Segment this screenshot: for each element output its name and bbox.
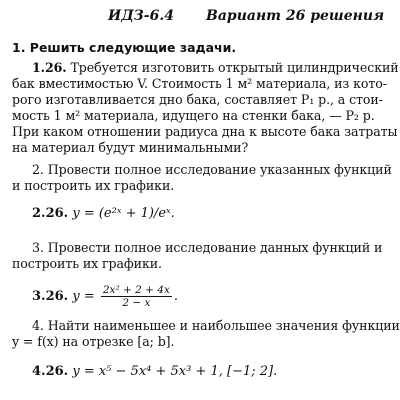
formula-tail: .: [173, 289, 179, 304]
formula: y = (e²ˣ + 1)/eˣ.: [72, 206, 175, 221]
section-3-line-1: 3. Провести полное исследование данных функций и: [32, 240, 383, 255]
section-3-line-2: построить их графики.: [12, 256, 162, 271]
task-1-26-line-1: [12, 60, 399, 76]
task-text: Требуется изготовить открытый цилиндрический: [70, 60, 399, 75]
task-3-26: [32, 284, 178, 309]
task-number: 3.26.: [32, 289, 69, 304]
formula: y = x⁵ − 5x⁴ + 5x³ + 1, [−1; 2].: [72, 364, 278, 379]
task-1-26: [12, 60, 399, 156]
task-number: 1.26.: [32, 60, 67, 75]
task-1-26-line-4: мость 1 м² материала, идущего на стенки бака, — P₂ р.: [12, 108, 375, 123]
task-1-26-line-2: бак вместимостью V. Стоимость 1 м² материала, из кото-: [12, 76, 387, 91]
formula-lhs: y =: [72, 289, 95, 304]
task-number: 2.26.: [32, 206, 69, 221]
section-3: [12, 240, 382, 272]
task-number: 4.26.: [32, 364, 69, 379]
section-4: [12, 318, 400, 350]
section-2: [12, 162, 392, 194]
fraction-numerator: 2x² + 2 + 4x: [102, 284, 170, 296]
task-4-26: [32, 364, 277, 379]
fraction-denominator: 2 − x: [122, 297, 151, 309]
section-2-line-1: 2. Провести полное исследование указанных функций: [32, 162, 392, 177]
section-1-heading: 1. Решить следующие задачи.: [12, 40, 237, 55]
section-2-line-2: и построить их графики.: [12, 178, 175, 193]
fraction: [101, 284, 172, 309]
section-4-line-1: 4. Найти наименьшее и наибольшее значения функции: [32, 318, 400, 333]
page-title: ИДЗ-6.4: [108, 8, 174, 24]
task-1-26-line-6: на материал будут минимальными?: [12, 140, 249, 155]
task-1-26-line-5: При каком отношении радиуса дна к высоте бака затраты: [12, 124, 398, 139]
variant-title: Вариант 26 решения: [206, 8, 385, 24]
section-4-line-2: y = f(x) на отрезке [a; b].: [12, 334, 175, 349]
task-2-26: [32, 206, 175, 221]
task-1-26-line-3: рого изготавливается дно бака, составляет P₁ р., а стои-: [12, 92, 383, 107]
